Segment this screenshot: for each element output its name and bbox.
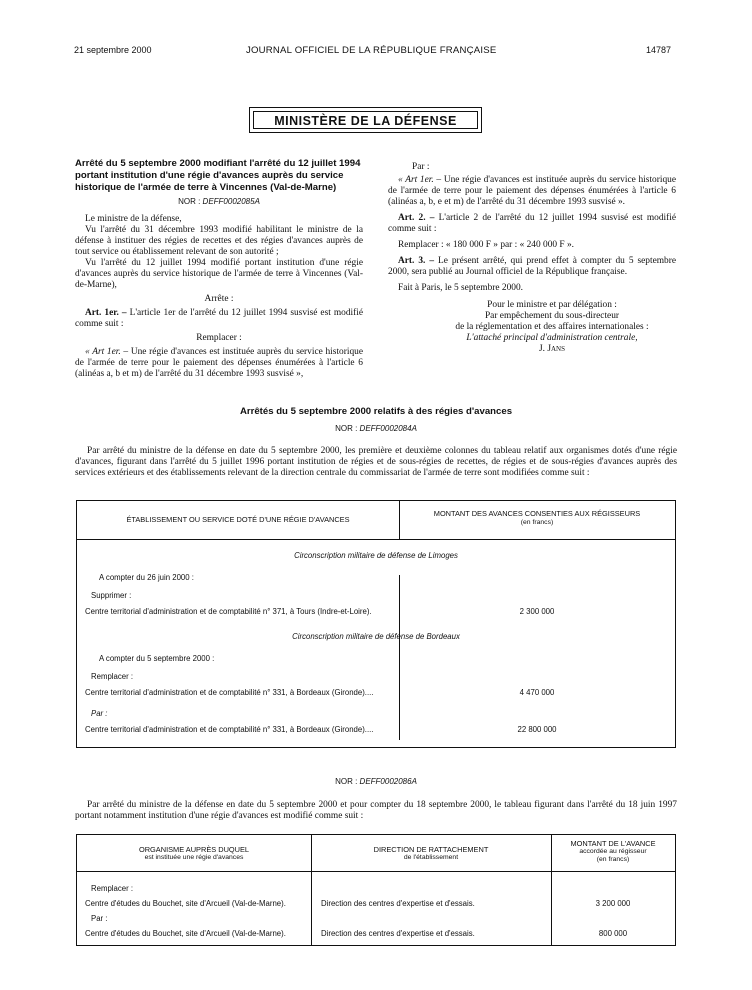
arrete1-art2: Art. 2. – L'article 2 de l'arrêté du 12 juillet 1994 susvisé est modifié comme suit : [388, 213, 677, 234]
header-page-number: 14787 [646, 45, 672, 55]
header-date: 21 septembre 2000 [74, 45, 152, 55]
table1-col2-header: MONTANT DES AVANCES CONSENTIES AUX RÉGISSEURS [433, 509, 641, 518]
table2-row1-direction: Direction des centres d'expertise et d'essais. [321, 899, 475, 908]
arrete1-par: Par : [412, 162, 430, 172]
arrete1-quote2: « Art 1er. – Une régie d'avances est instituée auprès du service historique de l'armée de terre pour le paiement des dépenses énumérées à l'article 6 (alinéas a, b, e et m) de l'arrêté du 31 décembre 1993 susvisé ». [388, 175, 676, 207]
arrete1-title: Arrêté du 5 septembre 2000 modifiant l'arrêté du 12 juillet 1994 portant institution d'une régie d'avances auprès du service historique de l'armée de terre à Vincennes (Val-de-Marne) [75, 158, 361, 193]
arrete1-art3: Art. 3. – Le présent arrêté, qui prend effet à compter du 5 septembre 2000, sera publié au Journal officiel de la République française. [388, 256, 676, 277]
arrete1-nor: NOR : DEFF0002085A [178, 197, 260, 206]
table2-row2-amount: 800 000 [598, 929, 628, 938]
arrete1-remplacer: Remplacer : [196, 333, 242, 343]
arrete1-fait: Fait à Paris, le 5 septembre 2000. [398, 283, 523, 293]
arrete1-art1: Art. 1er. – L'article 1er de l'arrêté du 12 juillet 1994 susvisé est modifié comme suit : [75, 308, 364, 329]
arrete1-left-column [75, 158, 363, 380]
table2-row1-amount: 3 200 000 [595, 899, 631, 908]
table1-circonscription-bordeaux: Circonscription militaire de défense de Bordeaux [292, 632, 460, 641]
arrete3-intro: Par arrêté du ministre de la défense en date du 5 septembre 2000 et pour compter du 18 septembre 2000, le tableau figurant dans l'arrêté du 18 juin 1997 portant notamment institution d'une régie d'avances est modifié comme suit : [75, 800, 677, 821]
table2-par: Par : [91, 914, 108, 923]
arrete3-nor: NOR : DEFF0002086A [335, 777, 417, 786]
header-journal: JOURNAL OFFICIEL DE LA RÉPUBLIQUE FRANÇAISE [246, 45, 497, 56]
arrete1-arrete: Arrête : [204, 294, 234, 304]
table2-col3-sub1: accordée au régisseur [579, 848, 647, 855]
table1-remplacer: Remplacer : [91, 672, 134, 681]
arrete1-p1: Le ministre de la défense, [85, 214, 182, 224]
table2-remplacer: Remplacer : [91, 884, 134, 893]
table1-circonscription-limoges: Circonscription militaire de défense de Limoges [294, 551, 458, 560]
arrete1-nor-code: DEFF0002085A [202, 197, 260, 206]
table-row: Centre territorial d'administration et de comptabilité n° 331, à Bordeaux (Gironde).... [85, 688, 374, 697]
arretes2-nor: NOR : DEFF0002084A [335, 424, 417, 433]
table1-supprimer: Supprimer : [91, 591, 132, 600]
table2-col1-subheader: est instituée une régie d'avances [144, 854, 244, 861]
table2-row2-direction: Direction des centres d'expertise et d'essais. [321, 929, 475, 938]
table-row: Centre d'études du Bouchet, site d'Arcueil (Val-de-Marne). [85, 929, 286, 938]
arrete1-art2-replace: Remplacer : « 180 000 F » par : « 240 000 F ». [398, 240, 575, 250]
table-regies-avances [76, 500, 676, 748]
table-row: Centre d'études du Bouchet, site d'Arcueil (Val-de-Marne). [85, 899, 286, 908]
table2-col2-subheader: de l'établissement [403, 854, 459, 861]
table2-col2-header: DIRECTION DE RATTACHEMENT [373, 845, 489, 854]
arrete1-signature: Pour le ministre et par délégation : Par empêchement du sous-directeur de la réglementation et des affaires internationales : L'attaché principal d'administration centrale, J. Jans [388, 300, 676, 355]
table1-date2: A compter du 5 septembre 2000 : [99, 654, 215, 663]
table1-col2-subheader: (en francs) [520, 519, 554, 526]
arretes2-title: Arrêtés du 5 septembre 2000 relatifs à des régies d'avances [239, 406, 513, 417]
table-row: Centre territorial d'administration et de comptabilité n° 371, à Tours (Indre-et-Loire). [85, 607, 372, 616]
ministry-box [249, 107, 482, 133]
table1-par: Par : [91, 709, 108, 718]
table-row: Centre territorial d'administration et de comptabilité n° 331, à Bordeaux (Gironde).... [85, 725, 374, 734]
table2-col3-header: MONTANT DE L'AVANCE [570, 839, 656, 848]
arrete1-p3: Vu l'arrêté du 12 juillet 1994 modifié portant institution d'une régie d'avances auprès du service historique de l'armée de terre à Vincennes (Val-de-Marne), [75, 258, 363, 290]
arrete1-right-column [388, 162, 676, 355]
table1-amount1: 2 300 000 [519, 607, 555, 616]
table1-amount2: 4 470 000 [519, 688, 555, 697]
ministry-title: MINISTÈRE DE LA DÉFENSE [253, 111, 478, 129]
table2-col1-header: ORGANISME AUPRÈS DUQUEL [138, 845, 250, 854]
arretes2-intro: Par arrêté du ministre de la défense en date du 5 septembre 2000, les première et deuxième colonnes du tableau relatif aux organismes dotés d'une régie d'avances, figurant dans l'arrêté du 5 juillet 1996 portant institution de régies et de sous-régies de recettes, de régies et de sous-régies d'avances auprès des services extérieurs et des établissements relevant de la direction centrale du commissariat de l'armée de terre sont modifiées comme suit : [75, 446, 677, 478]
arrete1-quote1: « Art 1er. – Une régie d'avances est instituée auprès du service historique de l'armée de terre pour le paiement des dépenses énumérées à l'article 6 (alinéas a, b et m) de l'arrêté du 31 décembre 1993 susvisé », [75, 347, 363, 379]
signatory-name: J. Jans [539, 344, 565, 354]
table1-amount3: 22 800 000 [517, 725, 557, 734]
table-regie-bouchet [76, 834, 676, 946]
table1-date1: A compter du 26 juin 2000 : [99, 573, 194, 582]
table2-col3-sub2: (en francs) [596, 856, 630, 863]
table1-col1-header: ÉTABLISSEMENT OU SERVICE DOTÉ D'UNE RÉGIE D'AVANCES [126, 515, 350, 524]
arrete1-p2: Vu l'arrêté du 31 décembre 1993 modifié habilitant le ministre de la défense à instituer des régies de recettes et des régies d'avances auprès de tout service ou établissement relevant de son autorité ; [75, 225, 363, 257]
